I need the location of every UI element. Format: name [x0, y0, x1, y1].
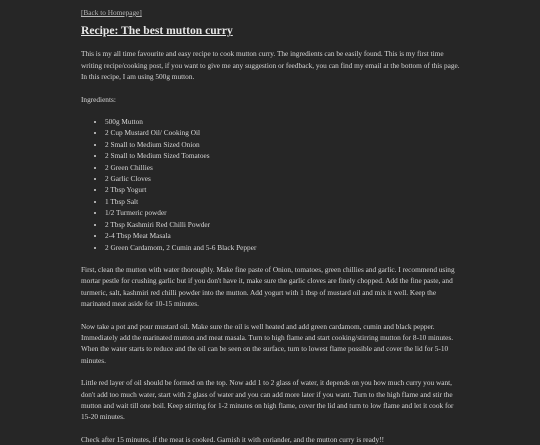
step-paragraph-2: Now take a pot and pour mustard oil. Make sure the oil is well heated and add green cardamom, cumin and black pepper. Immediately add the marinated mutton and meat masala. Turn to high flame and start cooking/stirring mutton for 8-10 minutes. When the water starts to reduce and the oil can be seen on the surface, turn to lowest flame possible and cover the lid for 5-10 minutes.	[81, 321, 454, 365]
ingredient-item: • 2 Green Chillies	[105, 162, 461, 173]
ingredients-heading: Ingredients:	[81, 94, 116, 104]
ingredients-list	[81, 116, 461, 253]
step-paragraph-1: First, clean the mutton with water thoroughly. Make fine paste of Onion, tomatoes, green chillies and garlic. I recommend using mortar pestle for crushing garlic but if you don't have it, make sure the garlic cloves are finely chopped. Add the fine paste, and turmeric, salt, kashmiri red chilli powder into the mutton. Add yogurt with 1 tbsp of mustard oil and mix it well. Keep the marinated meat aside for 10-15 minutes.	[81, 264, 455, 309]
ingredient-item: • 500g Mutton	[105, 116, 461, 127]
ingredient-item: • 2 Cup Mustard Oil/ Cooking Oil	[105, 127, 461, 138]
recipe-page	[81, 0, 461, 445]
ingredient-item: • 2 Tbsp Kashmiri Red Chilli Powder	[105, 219, 461, 230]
ingredient-item: • 2 Small to Medium Sized Onion	[105, 139, 461, 150]
ingredient-item: • 2 Small to Medium Sized Tomatoes	[105, 150, 461, 161]
ingredient-item: • 1/2 Turmeric powder	[105, 207, 461, 218]
step-paragraph-4: Check after 15 minutes, if the meat is cooked. Garnish it with coriander, and the mutton curry is ready!!	[81, 434, 385, 444]
back-to-homepage-link[interactable]: [Back to Homepage]	[81, 8, 142, 17]
ingredient-item: • 1 Tbsp Salt	[105, 196, 461, 207]
ingredient-item: • 2 Green Cardamom, 2 Cumin and 5-6 Black Pepper	[105, 242, 461, 253]
intro-paragraph: This is my all time favourite and easy recipe to cook mutton curry. The ingredients can be easily found. This is my first time writing recipe/cooking post, if you want to give me any suggestion or feedback, you can find my email at the bottom of this page. In this recipe, I am using 500g mutton.	[81, 49, 460, 82]
page-title: Recipe: The best mutton curry	[81, 24, 233, 38]
ingredient-item: • 2 Tbsp Yogurt	[105, 184, 461, 195]
step-paragraph-3: Little red layer of oil should be formed on the top. Now add 1 to 2 glass of water, it depends on you how much curry you want, don't add too much water, start with 2 glass of water and you can add more later if you want. Turn to the high flame and stir the mutton and wait till one boil. Keep stirring for 1-2 minutes on high flame, cover the lid and turn to low flame and let it cook for 15-20 minutes.	[81, 378, 454, 422]
ingredient-item: • 2 Garlic Cloves	[105, 173, 461, 184]
ingredient-item: • 2-4 Tbsp Meat Masala	[105, 230, 461, 241]
